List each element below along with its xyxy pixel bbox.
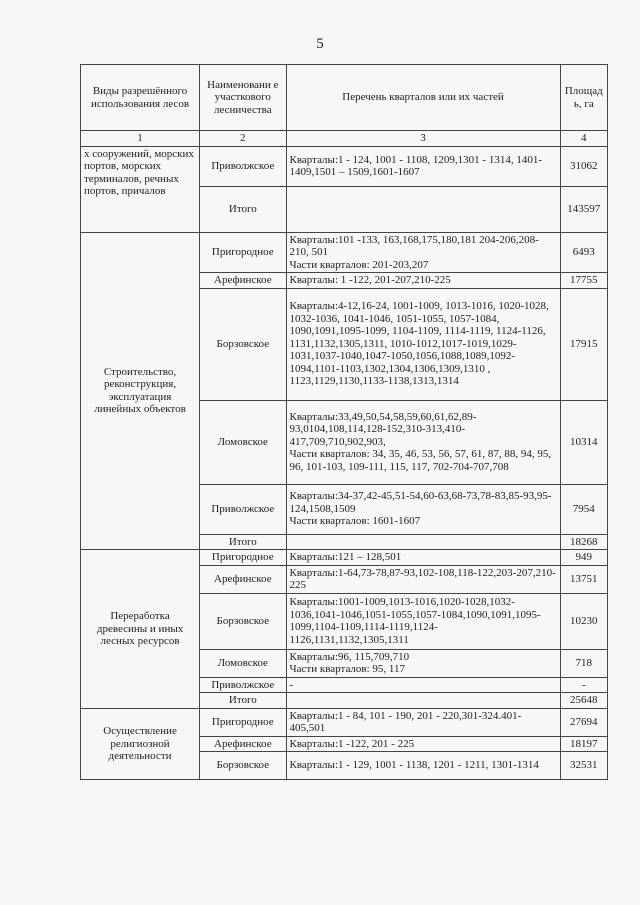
quarters-text: Кварталы:101 -133, 163,168,175,180,181 204-206,208-210, 501 <box>289 233 539 258</box>
forestry-cell: Борзовское <box>200 593 286 649</box>
quarters-text: Кварталы:4-12,16-24, 1001-1009, 1013-1016, 1020-1028, 1032-1036, 1041-1046, 1051-1055, 1057-1084, 1090,1091,1095-1099, 1104-1109, 1114-1119, 1124-1126, 1131,1132,1305,1311, 1010-1012,1017-1019,1029-1031,1037-1040,1047-1050,1056,1088,1089,1092-1094,1101-1103,1302,1304,1306,1309,1310 , 1123,1129,1130,1133-1138,1313,1314 <box>289 300 549 388</box>
header-use-type: Виды разрешённого использования лесов <box>81 65 200 131</box>
quarters-cell <box>286 565 560 593</box>
quarters-cell <box>286 708 560 736</box>
area-cell: 27694 <box>560 708 607 736</box>
use-type-cell: Осуществление религиозной деятельности <box>81 708 200 780</box>
area-cell: 13751 <box>560 565 607 593</box>
quarters-cell <box>286 146 560 186</box>
forestry-cell: Пригородное <box>200 708 286 736</box>
header-area: Площад ь, га <box>560 65 607 131</box>
use-type-cell: х сооружений, морских портов, морских терминалов, речных портов, причалов <box>81 146 200 232</box>
quarters-text: Кварталы:121 – 128,501 <box>289 551 402 563</box>
quarters-cell <box>286 232 560 273</box>
header-forestry-name: Наименовани е участкового лесничества <box>200 65 286 131</box>
quarters-text: Кварталы:34-37,42-45,51-54,60-63,68-73,78-83,85-93,95-124,1508,1509 <box>289 490 552 515</box>
forest-use-table <box>80 64 608 780</box>
table-row <box>81 708 608 736</box>
forestry-cell: Приволжское <box>200 146 286 186</box>
quarters-text: Кварталы:33,49,50,54,58,59,60,61,62,89-93,0104,108,114,128-152,310-313,410-417,709,710,902,903, <box>289 410 477 448</box>
table-row <box>81 550 608 566</box>
area-cell: 18197 <box>560 736 607 752</box>
index-cell: 2 <box>200 131 286 147</box>
forestry-cell: Арефинское <box>200 565 286 593</box>
area-cell: 143597 <box>560 186 607 232</box>
forestry-cell: Ломовское <box>200 400 286 484</box>
quarters-text: Кварталы:1 - 124, 1001 - 1108, 1209,1301 - 1314, 1401-1409,1501 – 1509,1601-1607 <box>289 153 542 178</box>
quarters-text: Части кварталов: 95, 117 <box>289 663 406 675</box>
quarters-text: Кварталы:1-64,73-78,87-93,102-108,118-122,203-207,210-225 <box>289 566 556 591</box>
area-cell: 25648 <box>560 693 607 709</box>
area-cell: 10314 <box>560 400 607 484</box>
area-cell: 10230 <box>560 593 607 649</box>
forestry-cell: Итого <box>200 186 286 232</box>
forestry-cell: Борзовское <box>200 288 286 400</box>
quarters-text: Кварталы: 1 -122, 201-207,210-225 <box>289 274 451 286</box>
quarters-text: Кварталы:96, 115,709,710 <box>289 650 410 663</box>
table-body <box>81 146 608 780</box>
quarters-cell <box>286 677 560 693</box>
area-cell: 32531 <box>560 752 607 780</box>
area-cell: 949 <box>560 550 607 566</box>
table-row <box>81 232 608 273</box>
forestry-cell: Пригородное <box>200 550 286 566</box>
forestry-cell: Арефинское <box>200 736 286 752</box>
table-row <box>81 146 608 186</box>
quarters-cell <box>286 534 560 550</box>
use-type-cell: Строительство, реконструкция, эксплуатация линейных объектов <box>81 232 200 550</box>
quarters-cell <box>286 484 560 534</box>
area-cell: 6493 <box>560 232 607 273</box>
forestry-cell: Борзовское <box>200 752 286 780</box>
quarters-cell <box>286 273 560 289</box>
quarters-cell <box>286 550 560 566</box>
quarters-text: Части кварталов: 34, 35, 46, 53, 56, 57, 61, 87, 88, 94, 95, 96, 101-103, 109-111, 115, 117, 702-704-707,708 <box>289 448 552 473</box>
area-cell: - <box>560 677 607 693</box>
header-quarters-list: Перечень кварталов или их частей <box>286 65 560 131</box>
area-cell: 18268 <box>560 534 607 550</box>
forestry-cell: Ломовское <box>200 649 286 677</box>
area-cell: 718 <box>560 649 607 677</box>
quarters-cell <box>286 186 560 232</box>
quarters-cell <box>286 593 560 649</box>
area-cell: 17755 <box>560 273 607 289</box>
table-header-row <box>81 65 608 131</box>
quarters-text: Кварталы:1 -122, 201 - 225 <box>289 737 415 750</box>
index-cell: 1 <box>81 131 200 147</box>
quarters-text: - <box>289 678 294 691</box>
quarters-text: Кварталы:1 - 84, 101 - 190, 201 - 220,301-324.401-405,501 <box>289 709 522 734</box>
area-cell: 17915 <box>560 288 607 400</box>
index-cell: 3 <box>286 131 560 147</box>
area-cell: 31062 <box>560 146 607 186</box>
quarters-cell <box>286 649 560 677</box>
page-number: 5 <box>316 36 324 52</box>
use-type-cell: Переработка древесины и иных лесных ресурсов <box>81 550 200 709</box>
quarters-text: Кварталы:1 - 129, 1001 - 1138, 1201 - 1211, 1301-1314 <box>289 759 539 772</box>
table-index-row <box>81 131 608 147</box>
quarters-cell <box>286 752 560 780</box>
quarters-text: Кварталы:1001-1009,1013-1016,1020-1028,1032-1036,1041-1046,1051-1055,1057-1084,1090,1091,1095-1099,1104-1109,1114-1119,1124-1126,1131,1132,1305,1311 <box>289 596 541 646</box>
area-cell: 7954 <box>560 484 607 534</box>
forestry-cell: Приволжское <box>200 677 286 693</box>
forestry-cell: Итого <box>200 693 286 709</box>
quarters-text: Части кварталов: 1601-1607 <box>289 515 421 528</box>
forestry-cell: Итого <box>200 534 286 550</box>
quarters-text: Части кварталов: 201-203,207 <box>289 258 429 271</box>
quarters-cell <box>286 400 560 484</box>
quarters-cell <box>286 693 560 709</box>
index-cell: 4 <box>560 131 607 147</box>
forestry-cell: Приволжское <box>200 484 286 534</box>
quarters-cell <box>286 288 560 400</box>
forestry-cell: Арефинское <box>200 273 286 289</box>
forestry-cell: Пригородное <box>200 232 286 273</box>
quarters-cell <box>286 736 560 752</box>
